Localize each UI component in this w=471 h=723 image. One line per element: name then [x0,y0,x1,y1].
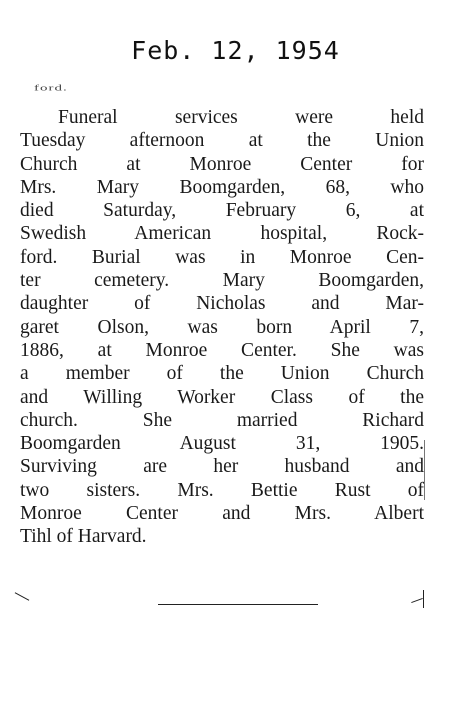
article-line: two sisters. Mrs. Bettie Rust of [20,479,424,501]
article-line: died Saturday, February 6, at [20,200,424,222]
obituary-article [20,106,424,549]
newspaper-clipping [14,80,434,600]
article-line: ter cemetery. Mary Boomgarden, [20,270,424,292]
cut-edge-mark-right [423,590,424,608]
article-line: Boomgarden August 31, 1905. [20,433,424,455]
cut-edge-line-right [424,440,425,500]
article-line: 1886, at Monroe Center. She was [20,339,424,361]
article-line: church. She married Richard [20,409,424,431]
article-line: Church at Monroe Center for [20,153,424,175]
article-line: garet Olson, was born April 7, [20,316,424,338]
article-line: daughter of Nicholas and Mar- [20,293,424,315]
article-line: Tihl of Harvard. [20,526,147,548]
article-line: a member of the Union Church [20,363,424,385]
article-line: Swedish American hospital, Rock- [20,223,424,245]
article-line: Monroe Center and Mrs. Albert [20,503,424,525]
article-line: Surviving are her husband and [20,456,424,478]
article-line: Mrs. Mary Boomgarden, 68, who [20,176,424,198]
article-line: ford. Burial was in Monroe Cen- [20,246,424,268]
cut-off-text-fragment: ford. [34,84,68,93]
article-line: and Willing Worker Class of the [20,386,424,408]
article-line: Tuesday afternoon at the Union [20,130,424,152]
clipping-bottom-rule [158,604,318,605]
article-line: Funeral services were held [58,107,424,128]
clipping-date-header: Feb. 12, 1954 [131,36,340,65]
